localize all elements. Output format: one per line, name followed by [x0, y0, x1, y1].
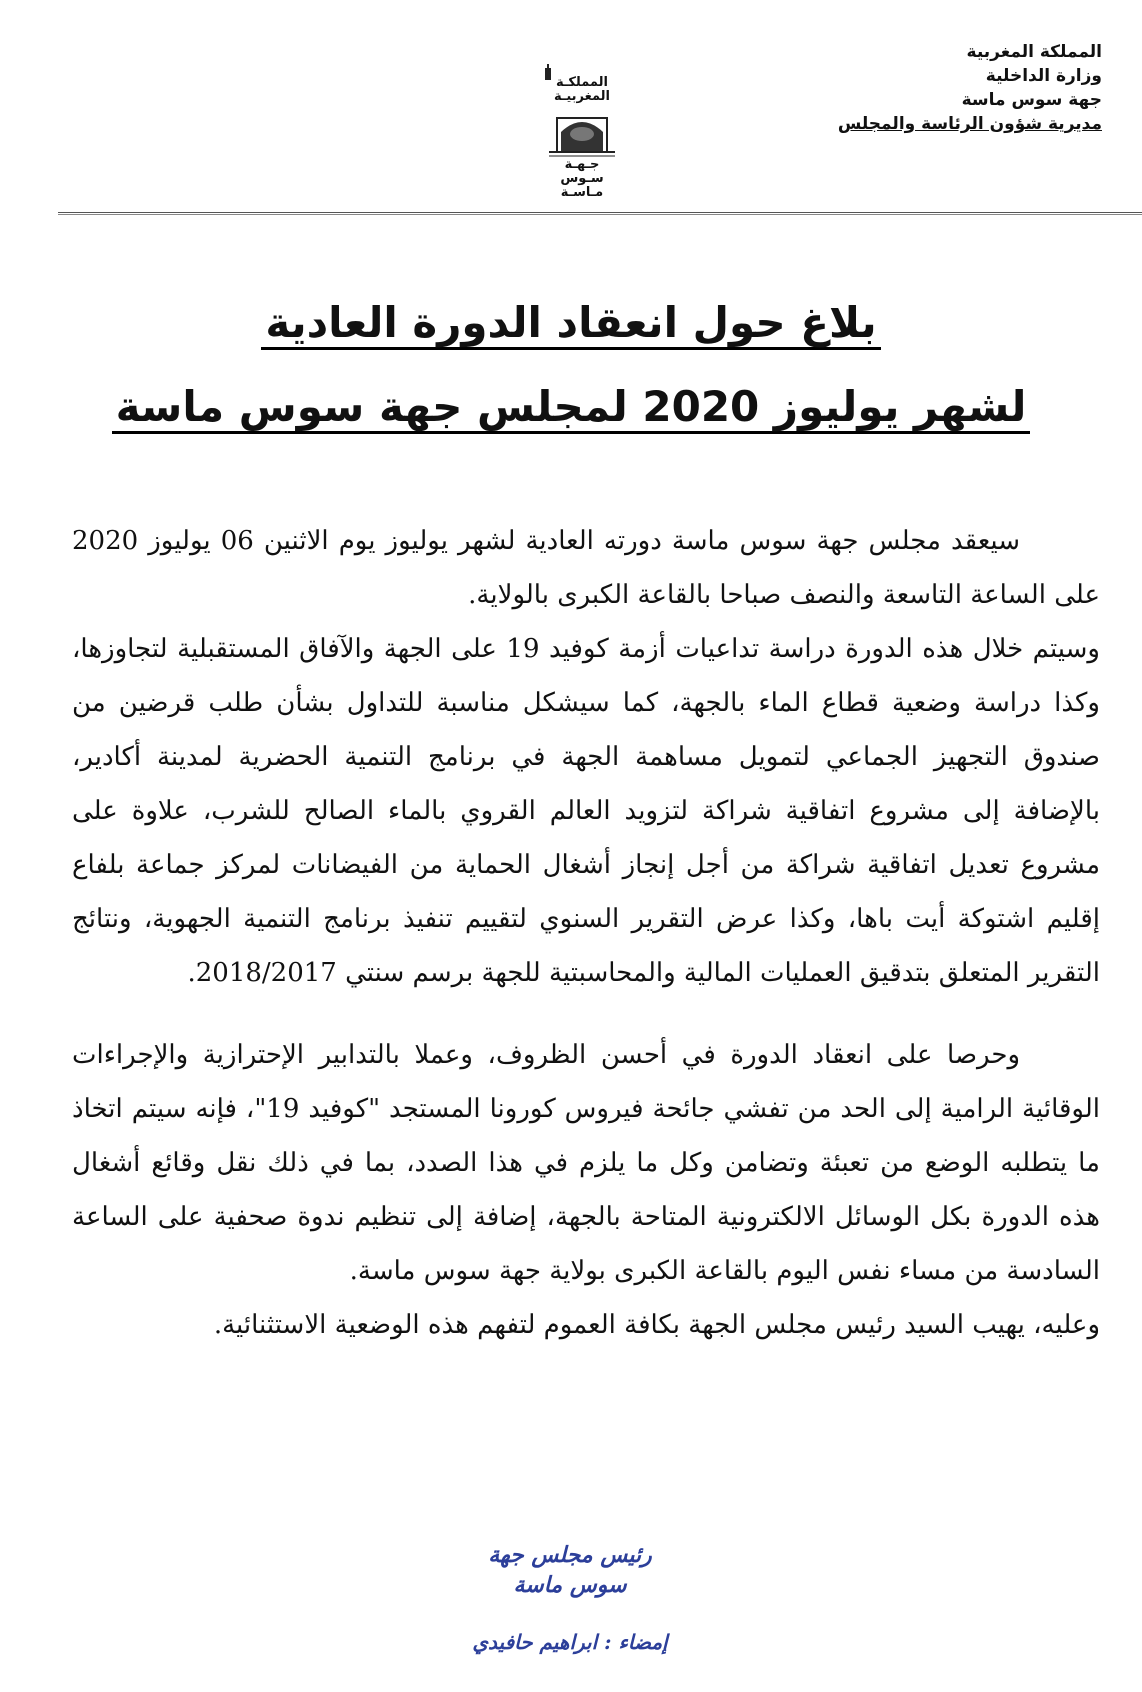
announcement-title-line-2: لشهر يوليوز 2020 لمجلس جهة سوس ماسة: [60, 382, 1082, 431]
announcement-body: [72, 514, 1100, 1352]
signature-name: إمضاء : ابراهيم حافيدي: [472, 1630, 668, 1654]
header-divider: [58, 212, 1142, 215]
emblem-text-bottom-2: سـوس: [560, 171, 604, 186]
emblem-text-top-1: المملكـة: [556, 75, 608, 90]
paragraph-precautions: وحرصا على انعقاد الدورة في أحسن الظروف، وعملا بالتدابير الإحترازية والإجراءات الوقائية الرامية إلى الحد من تفشي جائحة فيروس كورونا المستجد "كوفيد 19"، فإنه سيتم اتخاذ ما يتطلبه الوضع من تعبئة وتضامن وكل ما يلزم في هذا الصدد، بما في ذلك نقل وقائع أشغال هذه الدورة بكل الوسائل الالكترونية المتاحة بالجهة، إضافة إلى تنظيم ندوة صحفية على الساعة السادسة من مساء نفس اليوم بالقاعة الكبرى بولاية جهة سوس ماسة.: [72, 1040, 1100, 1286]
region-emblem-logo: [527, 60, 637, 200]
signature-title-line-1: رئيس مجلس جهة: [488, 1542, 652, 1568]
header-ministry: وزارة الداخلية: [985, 66, 1102, 86]
issuer-header: [772, 40, 1102, 136]
emblem-text-bottom-1: جـهـة: [564, 157, 600, 172]
header-kingdom: المملكة المغربية: [966, 42, 1102, 62]
paragraph-session-date: سيعقد مجلس جهة سوس ماسة دورته العادية لشهر يوليوز يوم الاثنين 06 يوليوز 2020 على الساعة التاسعة والنصف صباحا بالقاعة الكبرى بالولاية.: [72, 526, 1100, 610]
announcement-title-line-1: بلاغ حول انعقاد الدورة العادية: [60, 298, 1082, 347]
paragraph-appeal: وعليه، يهيب السيد رئيس مجلس الجهة بكافة العموم لتفهم هذه الوضعية الاستثنائية.: [213, 1310, 1100, 1340]
signature-title-line-2: سوس ماسة: [513, 1572, 627, 1598]
header-region: جهة سوس ماسة: [961, 90, 1102, 110]
emblem-text-top-2: المغربيـة: [554, 89, 610, 104]
emblem-text-bottom-3: مـاسـة: [560, 185, 604, 200]
header-directorate: مديرية شؤون الرئاسة والمجلس: [837, 114, 1102, 134]
paragraph-agenda: وسيتم خلال هذه الدورة دراسة تداعيات أزمة كوفيد 19 على الجهة والآفاق المستقبلية لتجاوزها، وكذا دراسة وضعية قطاع الماء بالجهة، كما سيشكل مناسبة للتداول بشأن طلب قرضين من صندوق التجهيز الجماعي لتمويل مساهمة الجهة في برنامج التنمية الحضرية لمدينة أكادير، بالإضافة إلى مشروع اتفاقية شراكة لتزويد العالم القروي بالماء الصالح للشرب، علاوة على مشروع تعديل اتفاقية شراكة من أجل إنجاز أشغال الحماية من الفيضانات لمركز جماعة بلفاع إقليم اشتوكة أيت باها، وكذا عرض التقرير السنوي لتقييم تنفيذ برنامج التنمية الجهوية، ونتائج التقرير المتعلق بتدقيق العمليات المالية والمحاسبتية للجهة برسم سنتي 2018/2017.: [72, 634, 1100, 988]
signature-block: [430, 1540, 710, 1680]
